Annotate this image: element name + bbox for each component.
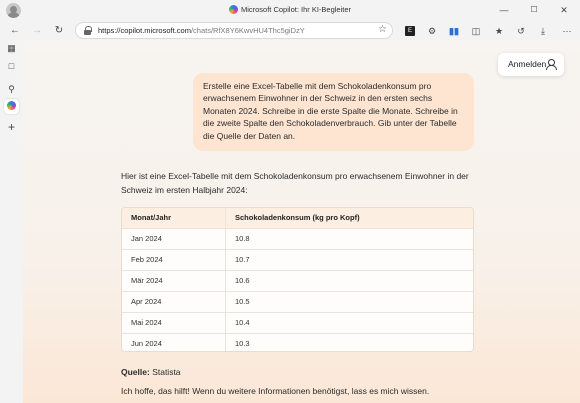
table-cell: Jun 2024 [122,334,226,352]
table-header-cell: Schokoladenkonsum (kg pro Kopf) [235,213,360,222]
extensions-puzzle-icon[interactable]: ◫ [471,26,481,36]
source-label: Quelle: [121,367,150,377]
table-row [122,312,474,333]
table-cell: Mai 2024 [122,313,226,333]
extension-bars-icon[interactable]: ▮▮ [449,26,459,36]
signin-button[interactable] [498,53,564,76]
table-cell: 10.6 [235,276,250,285]
url-text[interactable]: https://copilot.microsoft.com/chats/RfX8Y6KwvHU4Thc5giDzY [98,26,305,35]
address-bar[interactable] [75,22,393,39]
table-cell: 10.4 [235,318,250,327]
window-title-text: Microsoft Copilot: Ihr KI-Begleiter [240,5,352,14]
navigation-bar [0,22,580,40]
browser-sidebar [0,40,23,403]
refresh-icon: ↻ [54,25,64,36]
lock-icon [84,26,91,35]
sidebar-add-icon[interactable]: + [7,120,15,134]
table-cell: 10.3 [235,339,250,348]
assistant-intro-text: Hier ist eine Excel-Tabelle mit dem Schokoladenkonsum pro erwachsenem Einwohner in der Schweiz im ersten Halbjahr 2024: [121,171,469,195]
assistant-outro-text: Ich hoffe, das hilft! Wenn du weitere Informationen benötigst, lass es mich wissen. [121,386,430,396]
table-cell: 10.7 [235,255,250,264]
table-row [122,270,474,291]
back-button[interactable] [7,23,23,39]
forward-button[interactable] [29,23,45,39]
table-cell: Feb 2024 [122,250,226,270]
signin-label: Anmelden [508,59,547,69]
data-table [121,207,474,352]
table-header-cell: Monat/Jahr [122,208,226,228]
extension-gear-icon[interactable]: ⚙ [427,26,437,36]
table-header-row [122,208,474,228]
table-cell: Jan 2024 [122,229,226,249]
downloads-icon[interactable]: ⤓ [541,26,545,36]
sidebar-toggle-icon[interactable]: ▦ [7,43,16,53]
favorite-star-icon[interactable]: ☆ [378,24,387,35]
refresh-button[interactable] [51,23,67,39]
title-bar [0,0,580,22]
table-cell: 10.8 [235,234,250,243]
copilot-chat-area [23,40,580,403]
table-row [122,249,474,270]
user-message-bubble: Erstelle eine Excel-Tabelle mit dem Schokoladenkonsum pro erwachsenem Einwohner in der Schweiz in den ersten sechs Monaten 2024. Schreibe in die erste Spalte die Monate. Schreibe in die zweite Spalte den Schokoladenverbrauch. Gib unter der Tabelle die Quelle der Daten an. [193,73,474,151]
sidebar-page-icon[interactable]: □ [8,61,15,71]
favorites-icon[interactable]: ★ [494,26,504,36]
sidebar-copilot-icon[interactable] [4,99,19,114]
source-line [121,367,181,377]
table-row [122,333,474,352]
more-menu-icon[interactable]: ⋯ [562,26,572,36]
sidebar-search-icon[interactable]: ⚲ [8,84,15,94]
close-button[interactable]: ✕ [560,5,568,15]
history-icon[interactable]: ↺ [517,26,525,36]
person-icon [546,59,556,70]
table-cell: Apr 2024 [122,292,226,312]
table-row [122,291,474,312]
table-row [122,228,474,249]
forward-arrow-icon: → [32,25,42,36]
source-value: Statista [152,367,181,377]
copilot-logo-icon [7,101,16,110]
maximize-button[interactable]: ☐ [530,5,538,14]
back-arrow-icon: ← [10,25,20,36]
table-cell: Mär 2024 [122,271,226,291]
table-cell: 10.5 [235,297,250,306]
extension-badge-icon[interactable]: E [405,26,415,36]
minimize-button[interactable]: — [499,5,509,15]
copilot-logo-icon [229,5,238,14]
